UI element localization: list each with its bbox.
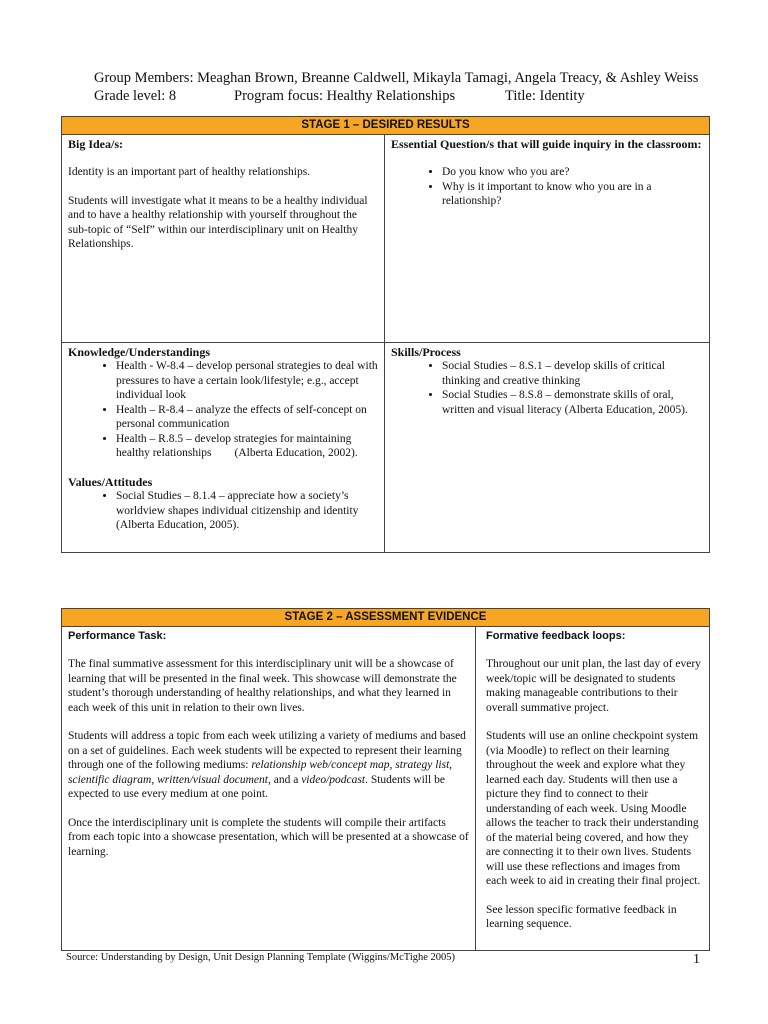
eq-heading: Essential Question/s that will guide inquiry in the classroom:	[391, 136, 702, 151]
pt-text: Students will address a topic from each week utilizing a variety of mediums and based on a set of guidelines. Each week students will be expected to represent their learning through one of the following mediums:	[68, 730, 466, 771]
sp-heading: Skills/Process	[391, 344, 461, 359]
big-idea-text: Identity is an important part of healthy relationships.	[68, 166, 311, 178]
performance-task-cell	[62, 626, 476, 950]
pt-heading: Performance Task:	[68, 629, 167, 642]
ff-paragraph-2: Students will use an online checkpoint system (via Moodle) to reflect on their learning throughout the week and explore what they learned each day. Students will then use a picture they find to connect to their understanding of each week. Using Moodle allows the teacher to track their understanding of the material being covered, and how they are connecting it to their own lives. Students will use these reflections and images from each week to aid in creating their final project.	[486, 730, 701, 887]
knowledge-cell	[62, 342, 385, 552]
header-line-2	[94, 87, 698, 105]
big-idea-cell	[62, 134, 385, 342]
list-item: • Social Studies – 8.S.8 – demonstrate skills of oral, written and visual literacy (Alberta Education, 2005).	[442, 388, 703, 417]
ff-paragraph-1: Throughout our unit plan, the last day of every week/topic will be designated to students making manageable contributions to their overall summative project.	[486, 658, 701, 714]
group-members: Group Members: Meaghan Brown, Breanne Caldwell, Mikayla Tamagi, Angela Treacy, & Ashley Weiss	[94, 70, 699, 86]
big-idea-heading: Big Idea/s:	[68, 136, 124, 151]
ff-heading: Formative feedback loops:	[486, 629, 626, 642]
ff-paragraph-3: See lesson specific formative feedback in learning sequence.	[486, 903, 677, 930]
pt-text: , and a	[267, 773, 302, 786]
stage1-bar: STAGE 1 – DESIRED RESULTS	[62, 117, 710, 135]
va-heading: Values/Attitudes	[68, 474, 153, 489]
unit-title: Title: Identity	[505, 88, 585, 104]
essential-questions-cell	[385, 134, 710, 342]
stage2-bar: STAGE 2 – ASSESSMENT EVIDENCE	[62, 609, 710, 627]
source-citation: Source: Understanding by Design, Unit Design Planning Template (Wiggins/McTighe 2005)	[66, 952, 456, 963]
formative-feedback-cell	[476, 626, 710, 950]
document-header	[94, 69, 698, 105]
medium-item: written/visual document	[157, 773, 268, 786]
pt-paragraph-1: The final summative assessment for this interdisciplinary unit will be a showcase of learning that will be presented in the final week. This showcase will demonstrate the student’s thorough understanding of healthy relationships, and what they learned in each week of this unit in relation to their own lives.	[68, 658, 457, 714]
list-item: • Health - W-8.4 – develop personal strategies to deal with pressures to have a certain look/lifestyle; e.g., accept individual look	[116, 359, 378, 403]
stage1-table	[61, 116, 710, 553]
pt-paragraph-3: Once the interdisciplinary unit is complete the students will compile their artifacts from each topic into a showcase presentation, which will be presented at a showcase of learning.	[68, 816, 469, 858]
pt-text: . Students will be expected to use every medium at one point.	[68, 773, 445, 800]
list-item: • Social Studies – 8.1.4 – appreciate how a society’s worldview shapes individual citizenship and identity (Alberta Education, 2005).	[116, 489, 378, 533]
list-item: • Do you know who you are?	[442, 165, 703, 180]
medium-item: relationship web/concept map	[251, 759, 390, 771]
stage2-table	[61, 608, 710, 951]
grade-level: Grade level: 8	[94, 88, 177, 104]
list-item: • Health – R.8.5 – develop strategies for maintaining healthy relationships (Alberta Education, 2002).	[116, 432, 378, 461]
medium-item: strategy list	[395, 759, 450, 771]
medium-item: scientific diagram	[68, 773, 152, 786]
ku-heading: Knowledge/Understandings	[68, 344, 211, 359]
list-item: • Health – R-8.4 – analyze the effects of self-concept on personal communication	[116, 403, 378, 432]
list-item: • Why is it important to know who you are in a relationship?	[442, 180, 703, 209]
pt-paragraph-2: Students will address a topic from each week utilizing a variety of mediums and based on a set of guidelines. Each week students will be expected to represent their learning through one of the following mediums: relationship web/concept map, strategy list, scientific diagram, written/visual document, and a video/podcast. Students will be expected to use every medium at one point.	[68, 730, 466, 800]
medium-item: video/podcast	[301, 773, 366, 786]
program-focus: Program focus: Healthy Relationships	[234, 88, 456, 104]
page-number: 1	[693, 952, 700, 967]
list-item: • Social Studies – 8.S.1 – develop skills of critical thinking and creative thinking	[442, 359, 703, 388]
skills-cell	[385, 342, 710, 552]
big-idea-detail: Students will investigate what it means to be a healthy individual and to have a healthy relationship with yourself throughout the sub-topic of “Self” within our interdisciplinary unit on Healthy Relationships.	[68, 194, 368, 250]
